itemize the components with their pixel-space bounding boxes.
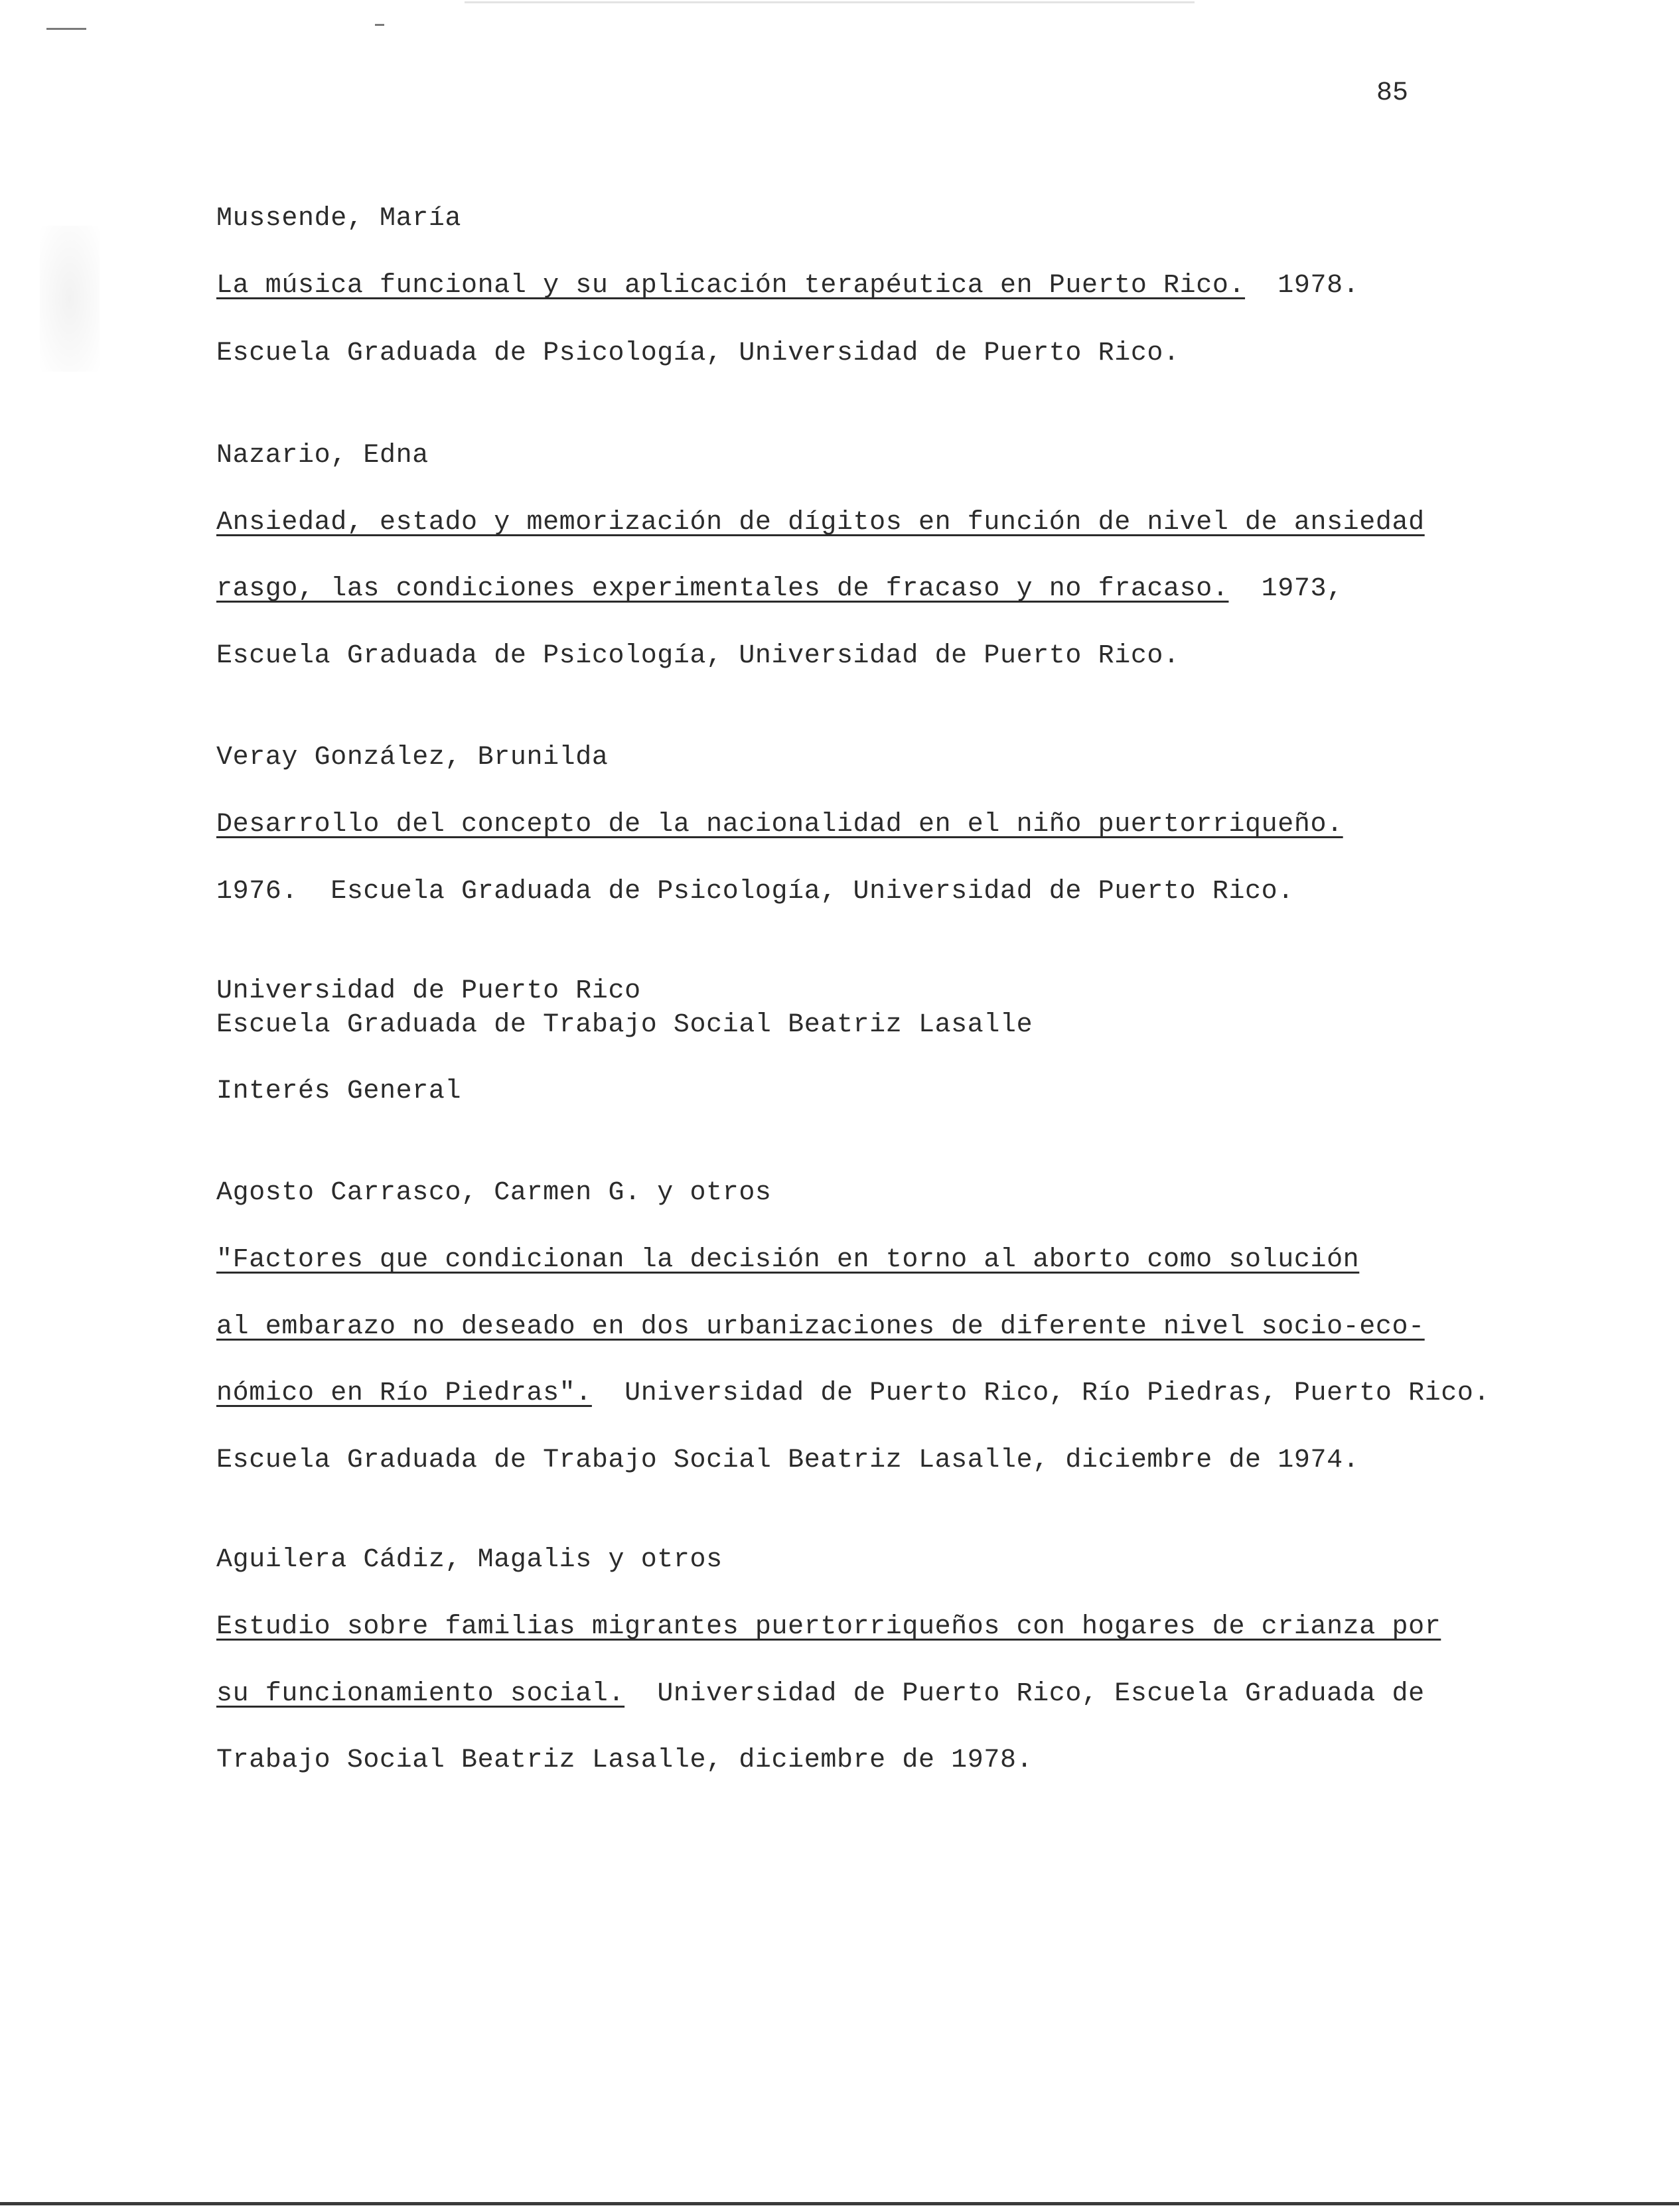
entry-line — [216, 1378, 1490, 1410]
entry-author: Veray González, Brunilda — [216, 743, 609, 773]
entry-detail: 1978. — [1245, 271, 1360, 301]
entry-detail: Trabajo Social Beatriz Lasalle, diciembre de 1978. — [216, 1745, 1033, 1775]
section-institution: Universidad de Puerto Rico — [216, 976, 641, 1006]
page-number: 85 — [1376, 78, 1409, 108]
entry-author: Mussende, María — [216, 204, 462, 234]
scan-edge-bottom — [0, 2202, 1679, 2205]
entry-title: al embarazo no deseado en dos urbanizaciones de diferente nivel socio-eco- — [216, 1312, 1425, 1342]
entry-line — [216, 507, 1425, 539]
entry-line — [216, 573, 1343, 605]
entry-author: Nazario, Edna — [216, 441, 429, 471]
entry-author: Aguilera Cádiz, Magalis y otros — [216, 1545, 723, 1575]
scan-speck — [46, 28, 86, 30]
entry-title: Estudio sobre familias migrantes puertorriqueños con hogares de crianza por — [216, 1612, 1441, 1642]
entry-detail: Universidad de Puerto Rico, Escuela Graduada de — [624, 1679, 1425, 1709]
entry-detail: Escuela Graduada de Psicología, Universidad de Puerto Rico. — [216, 641, 1180, 671]
entry-title: rasgo, las condiciones experimentales de fracaso y no fracaso. — [216, 574, 1229, 604]
section-category: Interés General — [216, 1076, 462, 1106]
entry-line — [216, 1611, 1441, 1643]
entry-line — [216, 338, 1180, 370]
entry-line — [216, 1244, 1359, 1276]
entry-author: Agosto Carrasco, Carmen G. y otros — [216, 1178, 772, 1208]
entry-detail: Universidad de Puerto Rico, Río Piedras, Puerto Rico. — [591, 1378, 1491, 1408]
entry-line — [216, 1678, 1425, 1710]
entry-title: "Factores que condicionan la decisión en torno al aborto como solución — [216, 1245, 1360, 1275]
entry-title: Desarrollo del concepto de la nacionalidad en el niño puertorriqueño. — [216, 810, 1343, 840]
entry-title: La música funcional y su aplicación terapéutica en Puerto Rico. — [216, 271, 1246, 301]
entry-title: nómico en Río Piedras". — [216, 1378, 592, 1408]
entry-line — [216, 1445, 1359, 1477]
entry-detail: 1973, — [1228, 574, 1343, 604]
entry-detail: Escuela Graduada de Trabajo Social Beatriz Lasalle, diciembre de 1974. — [216, 1445, 1360, 1475]
entry-line — [216, 1311, 1425, 1343]
scan-speck — [375, 24, 384, 26]
entry-title: Ansiedad, estado y memorización de dígitos en función de nivel de ansiedad — [216, 508, 1425, 538]
entry-line — [216, 809, 1343, 841]
section-school: Escuela Graduada de Trabajo Social Beatriz Lasalle — [216, 1010, 1033, 1040]
entry-detail: 1976. Escuela Graduada de Psicología, Universidad de Puerto Rico. — [216, 877, 1294, 907]
entry-line — [216, 1745, 1033, 1777]
entry-title: su funcionamiento social. — [216, 1679, 625, 1709]
entry-line — [216, 640, 1180, 672]
entry-detail: Escuela Graduada de Psicología, Universidad de Puerto Rico. — [216, 338, 1180, 368]
scan-shadow — [40, 226, 100, 372]
entry-line — [216, 270, 1359, 302]
scan-edge-top — [465, 1, 1195, 3]
entry-line — [216, 876, 1294, 908]
